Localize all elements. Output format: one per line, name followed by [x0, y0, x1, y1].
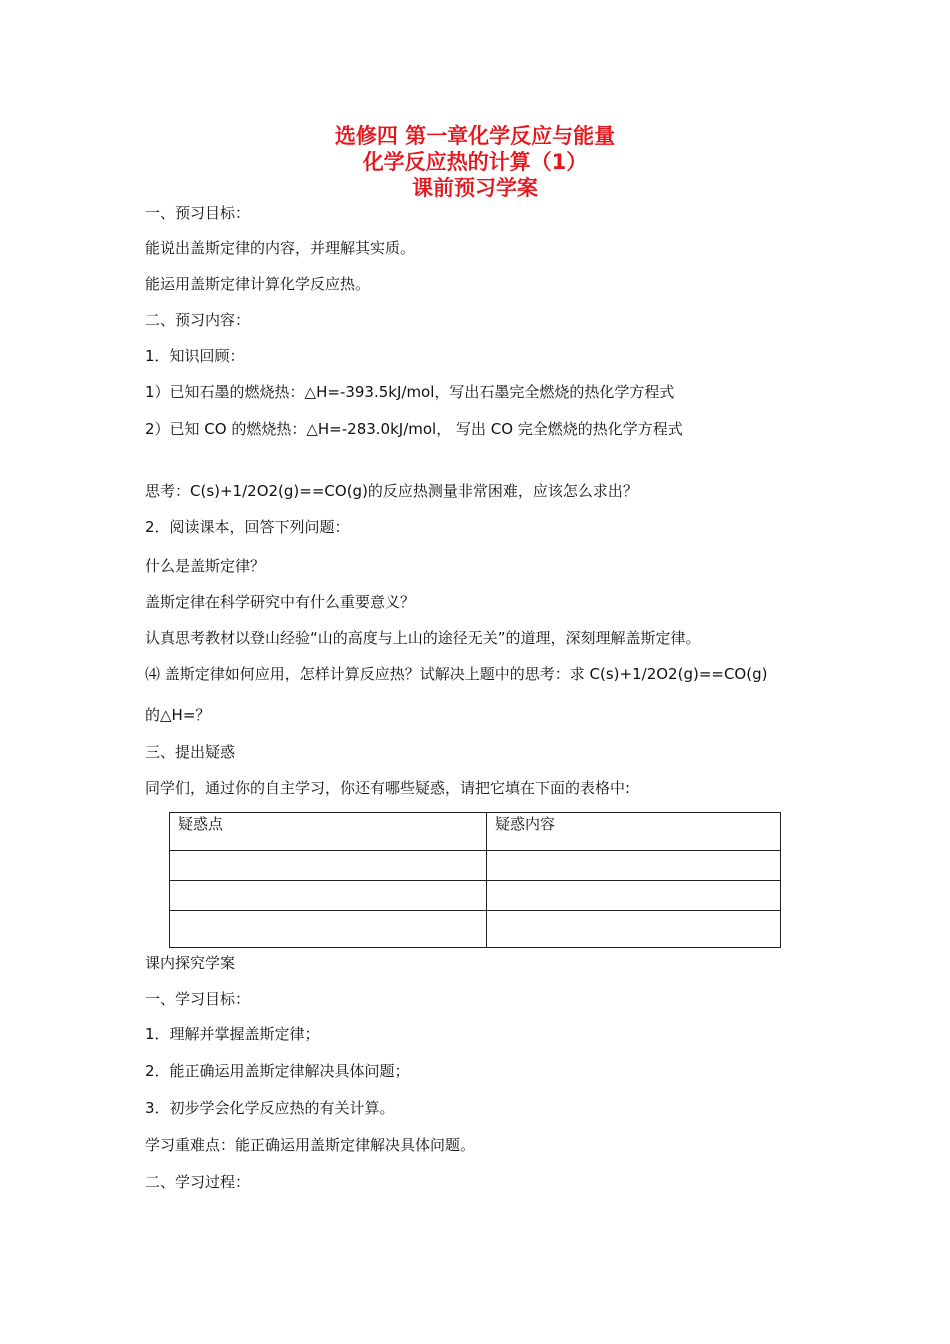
paragraph: 能说出盖斯定律的内容，并理解其实质。: [145, 239, 416, 257]
paragraph: 同学们，通过你的自主学习，你还有哪些疑惑，请把它填在下面的表格中:: [145, 779, 631, 797]
paragraph: 2）已知 CO 的燃烧热：△H=-283.0kJ/mol， 写出 CO 完全燃烧的热化学方程式: [145, 420, 683, 438]
paragraph: 什么是盖斯定律？: [145, 557, 266, 575]
table-cell[interactable]: [170, 881, 487, 911]
paragraph: 认真思考教材以登山经验“山的高度与上山的途径无关”的道理，深刻理解盖斯定律。: [145, 629, 701, 647]
section-heading-preview-goals: 一、预习目标：: [145, 204, 251, 222]
paragraph: 的△H=？: [145, 706, 211, 724]
paragraph: 2．阅读课本，回答下列问题：: [145, 518, 350, 536]
table-cell[interactable]: [487, 911, 781, 948]
title-line-1: 选修四 第一章化学反应与能量: [334, 124, 616, 148]
section-heading-learning-process: 二、学习过程：: [145, 1173, 251, 1191]
table-header-cell: 疑惑内容: [487, 813, 781, 851]
paragraph: ⑷ 盖斯定律如何应用，怎样计算反应热？试解决上题中的思考：求 C(s)+1/2O2(g)==CO(g): [145, 665, 768, 683]
paragraph: 能运用盖斯定律计算化学反应热。: [145, 275, 371, 293]
title-line-2: 化学反应热的计算（1）: [362, 150, 588, 174]
table-row: [170, 911, 781, 948]
table-cell[interactable]: [170, 851, 487, 881]
paragraph: 1．知识回顾：: [145, 347, 245, 365]
doubt-table: [169, 812, 781, 948]
table-cell[interactable]: [487, 881, 781, 911]
section-heading-preview-content: 二、预习内容：: [145, 311, 251, 329]
table-header-cell: 疑惑点: [170, 813, 487, 851]
paragraph: 2．能正确运用盖斯定律解决具体问题；: [145, 1062, 410, 1080]
table-row: [170, 851, 781, 881]
paragraph: 1）已知石墨的燃烧热：△H=-393.5kJ/mol，写出石墨完全燃烧的热化学方程式: [145, 383, 675, 401]
section-heading-questions: 三、提出疑惑: [145, 743, 236, 761]
section-title-in-class: 课内探究学案: [145, 954, 236, 972]
paragraph: 思考：C(s)+1/2O2(g)==CO(g)的反应热测量非常困难，应该怎么求出？: [145, 482, 638, 500]
table-header-row: [170, 813, 781, 851]
table-row: [170, 881, 781, 911]
paragraph: 盖斯定律在科学研究中有什么重要意义？: [145, 593, 416, 611]
table-cell[interactable]: [487, 851, 781, 881]
title-line-3: 课前预习学案: [412, 176, 538, 200]
paragraph: 学习重难点：能正确运用盖斯定律解决具体问题。: [145, 1136, 476, 1154]
table-cell[interactable]: [170, 911, 487, 948]
paragraph: 1．理解并掌握盖斯定律；: [145, 1025, 320, 1043]
section-heading-learning-goals: 一、学习目标：: [145, 990, 251, 1008]
paragraph: 3．初步学会化学反应热的有关计算。: [145, 1099, 395, 1117]
